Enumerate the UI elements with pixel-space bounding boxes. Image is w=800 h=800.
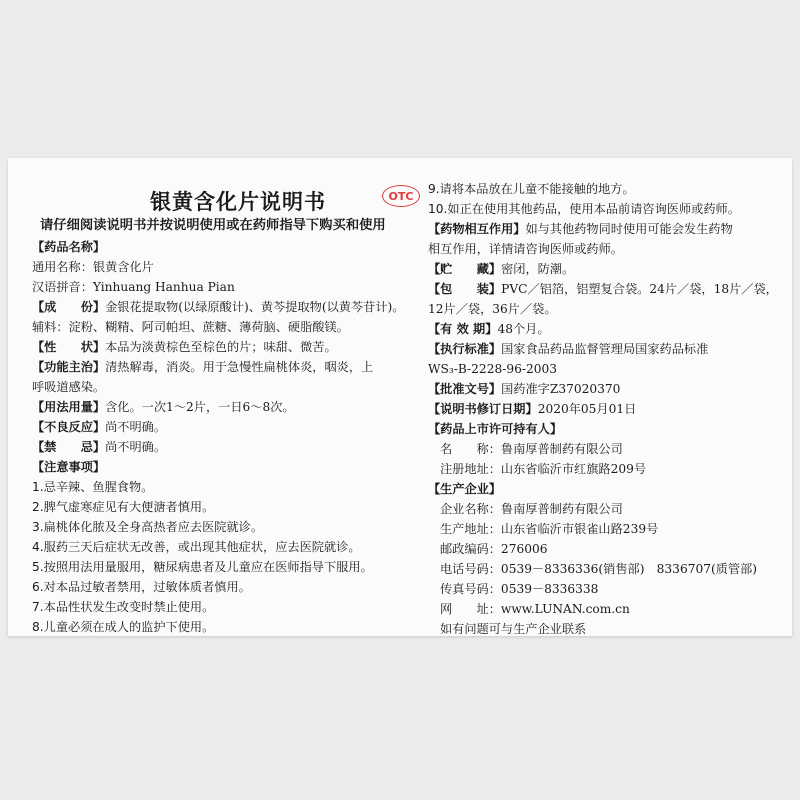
indications-text: 清热解毒，消炎。用于急慢性扁桃体炎，咽炎，上 xyxy=(105,360,374,374)
precaution-item: 3.扁桃体化脓及全身高热者应去医院就诊。 xyxy=(32,520,264,534)
manufacturer-phone: 电话号码：0539－8336336(销售部) 8336707(质管部) xyxy=(440,562,758,576)
properties-label: 【性 状】 xyxy=(32,340,106,354)
precaution-item: 7.本品性状发生改变时禁止使用。 xyxy=(32,600,215,614)
manufacturer-postcode: 邮政编码：276006 xyxy=(440,542,548,556)
properties-row xyxy=(32,338,337,357)
approval-label: 【批准文号】 xyxy=(428,382,502,396)
precaution-item: 2.脾气虚寒症见有大便溏者慎用。 xyxy=(32,500,215,514)
otc-badge: OTC xyxy=(382,185,420,207)
package-row xyxy=(428,280,778,299)
adverse-text: 尚不明确。 xyxy=(105,420,167,434)
adverse-row xyxy=(32,418,166,437)
validity-label: 【有 效 期】 xyxy=(428,322,498,336)
standard-row xyxy=(428,340,708,359)
contra-row xyxy=(32,438,166,457)
document-subtitle: 请仔细阅读说明书并按说明使用或在药师指导下购买和使用 xyxy=(40,218,386,233)
dosage-text: 含化。一次1～2片，一日6～8次。 xyxy=(105,400,295,414)
precaution-item: 6.对本品过敏者禁用，过敏体质者慎用。 xyxy=(32,580,251,594)
indications-label: 【功能主治】 xyxy=(32,360,106,374)
approval-text: 国药准字Z37020370 xyxy=(501,382,621,396)
storage-text: 密闭，防潮。 xyxy=(501,262,575,276)
validity-row xyxy=(428,320,550,339)
section-manufacturer: 【生产企业】 xyxy=(428,482,502,496)
contact-note: 如有问题可与生产企业联系 xyxy=(440,622,587,636)
precaution-item: 4.服药三天后症状无改善，或出现其他症状，应去医院就诊。 xyxy=(32,540,361,554)
package-text-cont: 12片／袋，36片／袋。 xyxy=(428,302,557,316)
ingredients-label: 【成 份】 xyxy=(32,300,106,314)
contra-text: 尚不明确。 xyxy=(105,440,167,454)
manufacturer-address: 生产地址：山东省临沂市银雀山路239号 xyxy=(440,522,659,536)
precaution-item: 8.儿童必须在成人的监护下使用。 xyxy=(32,620,215,634)
package-label: 【包 装】 xyxy=(428,282,502,296)
precaution-item: 5.按照用法用量服用，糖尿病患者及儿童应在医师指导下服用。 xyxy=(32,560,373,574)
validity-text: 48个月。 xyxy=(497,322,550,336)
package-text: PVC／铝箔，铝塑复合袋。24片／袋，18片／袋， xyxy=(501,282,778,296)
manufacturer-name: 企业名称：鲁南厚普制药有限公司 xyxy=(440,502,623,516)
properties-text: 本品为淡黄棕色至棕色的片；味甜、微苦。 xyxy=(105,340,337,354)
standard-text: 国家食品药品监督管理局国家药品标准 xyxy=(501,342,709,356)
interaction-label: 【药物相互作用】 xyxy=(428,222,526,236)
approval-row xyxy=(428,380,620,399)
contra-label: 【禁 忌】 xyxy=(32,440,106,454)
document-title: 银黄含化片说明书 xyxy=(150,190,326,214)
interaction-row xyxy=(428,220,733,239)
revision-row xyxy=(428,400,636,419)
revision-label: 【说明书修订日期】 xyxy=(428,402,538,416)
manufacturer-website: 网 址：www.LUNAN.com.cn xyxy=(440,602,630,616)
excipients-text: 辅料：淀粉、糊精、阿司帕坦、蔗糖、薄荷脑、硬脂酸镁。 xyxy=(32,320,349,334)
section-drug-name: 【药品名称】 xyxy=(32,240,106,254)
dosage-label: 【用法用量】 xyxy=(32,400,106,414)
precaution-item-10: 10.如正在使用其他药品，使用本品前请咨询医师或药师。 xyxy=(428,202,740,216)
indications-row xyxy=(32,358,373,377)
storage-label: 【贮 藏】 xyxy=(428,262,502,276)
storage-row xyxy=(428,260,574,279)
manufacturer-fax: 传真号码：0539－8336338 xyxy=(440,582,599,596)
indications-text-cont: 呼吸道感染。 xyxy=(32,380,106,394)
standard-code: WS₃-B-2228-96-2003 xyxy=(428,362,557,376)
holder-name: 名 称：鲁南厚普制药有限公司 xyxy=(440,442,623,456)
revision-date: 2020年05月01日 xyxy=(537,402,637,416)
precaution-item-9: 9.请将本品放在儿童不能接触的地方。 xyxy=(428,182,635,196)
adverse-label: 【不良反应】 xyxy=(32,420,106,434)
ingredients-row xyxy=(32,298,404,317)
pinyin-name: 汉语拼音：Yinhuang Hanhua Pian xyxy=(32,280,235,294)
interaction-text-cont: 相互作用，详情请咨询医师或药师。 xyxy=(428,242,623,256)
ingredients-text: 金银花提取物(以绿原酸计)、黄芩提取物(以黄芩苷计)。 xyxy=(105,300,405,314)
standard-label: 【执行标准】 xyxy=(428,342,502,356)
interaction-text: 如与其他药物同时使用可能会发生药物 xyxy=(525,222,733,236)
holder-address: 注册地址：山东省临沂市红旗路209号 xyxy=(440,462,647,476)
section-precautions: 【注意事项】 xyxy=(32,460,106,474)
generic-name: 通用名称：银黄含化片 xyxy=(32,260,154,274)
section-license-holder: 【药品上市许可持有人】 xyxy=(428,422,563,436)
precaution-item: 1.忌辛辣、鱼腥食物。 xyxy=(32,480,154,494)
dosage-row xyxy=(32,398,295,417)
instruction-sheet xyxy=(8,158,792,636)
